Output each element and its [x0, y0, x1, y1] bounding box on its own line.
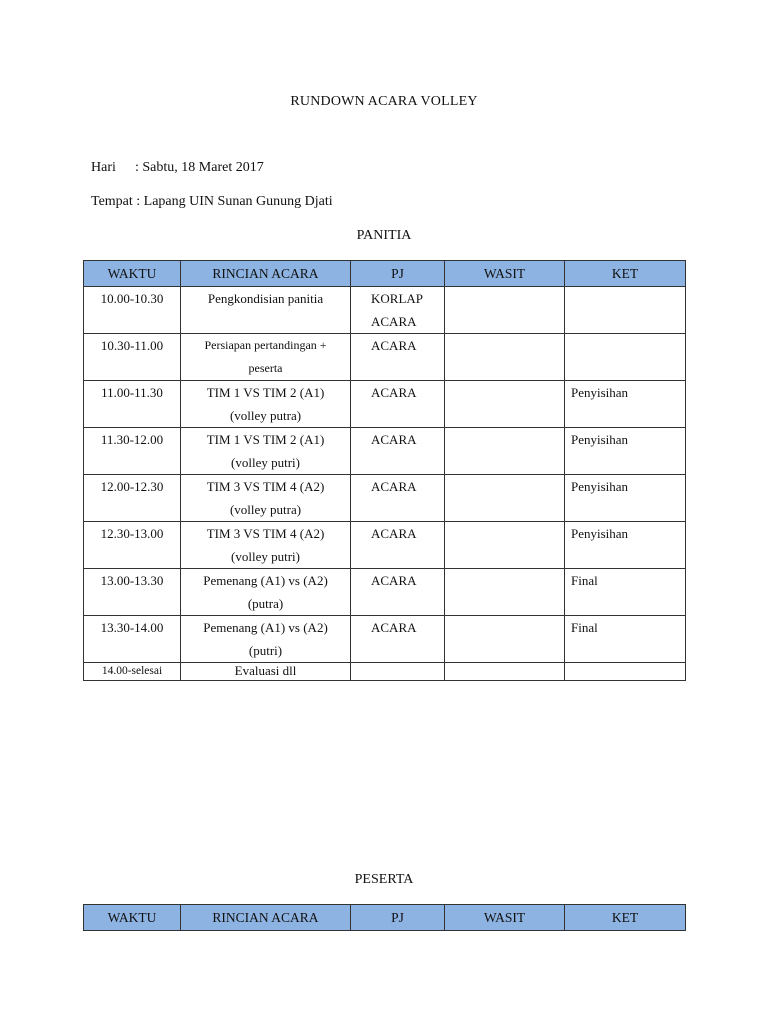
rincian-line: Pemenang (A1) vs (A2)	[203, 573, 328, 588]
table-header-row	[84, 261, 686, 287]
pj-line: ACARA	[371, 338, 417, 353]
cell-pj	[351, 663, 445, 681]
header-waktu: WAKTU	[84, 261, 181, 287]
cell-waktu: 11.30-12.00	[84, 428, 181, 475]
cell-pj	[351, 616, 445, 663]
cell-pj	[351, 287, 445, 334]
cell-pj	[351, 569, 445, 616]
pj-line: ACARA	[371, 432, 417, 447]
table-header-row	[84, 905, 686, 931]
table-row	[84, 616, 686, 663]
cell-waktu: 13.00-13.30	[84, 569, 181, 616]
peserta-section-title: PESERTA	[354, 872, 414, 887]
rincian-line: (putra)	[247, 596, 284, 611]
table-row	[84, 569, 686, 616]
rincian-line: Persiapan pertandingan +	[204, 338, 327, 352]
cell-rincian	[181, 522, 351, 569]
table-row	[84, 428, 686, 475]
rincian-line: TIM 3 VS TIM 4 (A2)	[206, 479, 325, 494]
header-wasit: WASIT	[445, 261, 565, 287]
panitia-section-title: PANITIA	[356, 228, 412, 243]
cell-rincian	[181, 428, 351, 475]
cell-rincian	[181, 663, 351, 681]
cell-rincian	[181, 381, 351, 428]
cell-waktu: 11.00-11.30	[84, 381, 181, 428]
cell-waktu: 13.30-14.00	[84, 616, 181, 663]
info-hari	[91, 160, 264, 176]
cell-ket: Penyisihan	[565, 522, 686, 569]
table-row	[84, 287, 686, 334]
rincian-line: (volley putri)	[231, 549, 300, 564]
pj-line: ACARA	[371, 573, 417, 588]
cell-waktu: 14.00-selesai	[84, 663, 181, 681]
cell-wasit	[445, 381, 565, 428]
hari-label: Hari	[91, 160, 116, 175]
cell-wasit	[445, 475, 565, 522]
header-pj: PJ	[351, 905, 445, 931]
cell-ket	[565, 287, 686, 334]
cell-ket: Penyisihan	[565, 475, 686, 522]
pj-line: ACARA	[371, 385, 417, 400]
cell-ket	[565, 663, 686, 681]
cell-rincian	[181, 616, 351, 663]
cell-wasit	[445, 287, 565, 334]
header-wasit: WASIT	[445, 905, 565, 931]
rincian-line: (volley putri)	[231, 455, 300, 470]
cell-rincian	[181, 287, 351, 334]
rincian-line: (volley putra)	[229, 408, 302, 423]
cell-waktu: 12.30-13.00	[84, 522, 181, 569]
rincian-line: Pemenang (A1) vs (A2)	[203, 620, 328, 635]
cell-waktu: 10.00-10.30	[84, 287, 181, 334]
cell-wasit	[445, 569, 565, 616]
rincian-line: TIM 1 VS TIM 2 (A1)	[206, 385, 325, 400]
panitia-schedule-table	[83, 260, 686, 681]
rincian-line: TIM 1 VS TIM 2 (A1)	[206, 432, 325, 447]
cell-ket: Penyisihan	[565, 381, 686, 428]
table-row	[84, 381, 686, 428]
rincian-line: Pengkondisian panitia	[207, 291, 324, 306]
header-rincian: RINCIAN ACARA	[181, 905, 351, 931]
cell-rincian	[181, 334, 351, 381]
cell-wasit	[445, 522, 565, 569]
header-waktu: WAKTU	[84, 905, 181, 931]
cell-waktu: 10.30-11.00	[84, 334, 181, 381]
cell-ket	[565, 334, 686, 381]
pj-line: ACARA	[371, 526, 417, 541]
cell-rincian	[181, 475, 351, 522]
pj-line: ACARA	[371, 479, 417, 494]
cell-waktu: 12.00-12.30	[84, 475, 181, 522]
header-ket: KET	[565, 905, 686, 931]
cell-wasit	[445, 663, 565, 681]
cell-pj	[351, 428, 445, 475]
cell-pj	[351, 522, 445, 569]
cell-wasit	[445, 616, 565, 663]
rincian-line: Evaluasi dll	[234, 663, 297, 678]
rincian-line: (volley putra)	[229, 502, 302, 517]
pj-line: KORLAP	[371, 291, 424, 306]
cell-wasit	[445, 428, 565, 475]
tempat-label: Tempat	[91, 194, 133, 209]
info-tempat	[91, 194, 333, 210]
header-rincian: RINCIAN ACARA	[181, 261, 351, 287]
rincian-line: TIM 3 VS TIM 4 (A2)	[206, 526, 325, 541]
page-title: RUNDOWN ACARA VOLLEY	[290, 94, 478, 109]
hari-value: : Sabtu, 18 Maret 2017	[135, 160, 264, 175]
pj-line: ACARA	[371, 314, 417, 329]
cell-pj	[351, 334, 445, 381]
rincian-line: (putri)	[248, 643, 283, 658]
cell-ket: Final	[565, 616, 686, 663]
table-row	[84, 522, 686, 569]
rincian-line: peserta	[248, 361, 283, 375]
cell-pj	[351, 381, 445, 428]
cell-rincian	[181, 569, 351, 616]
pj-line: ACARA	[371, 620, 417, 635]
tempat-value: : Lapang UIN Sunan Gunung Djati	[136, 194, 333, 209]
table-row	[84, 334, 686, 381]
cell-ket: Penyisihan	[565, 428, 686, 475]
header-pj: PJ	[351, 261, 445, 287]
cell-wasit	[445, 334, 565, 381]
peserta-schedule-table	[83, 904, 686, 931]
table-row	[84, 663, 686, 681]
table-row	[84, 475, 686, 522]
cell-ket: Final	[565, 569, 686, 616]
header-ket: KET	[565, 261, 686, 287]
cell-pj	[351, 475, 445, 522]
